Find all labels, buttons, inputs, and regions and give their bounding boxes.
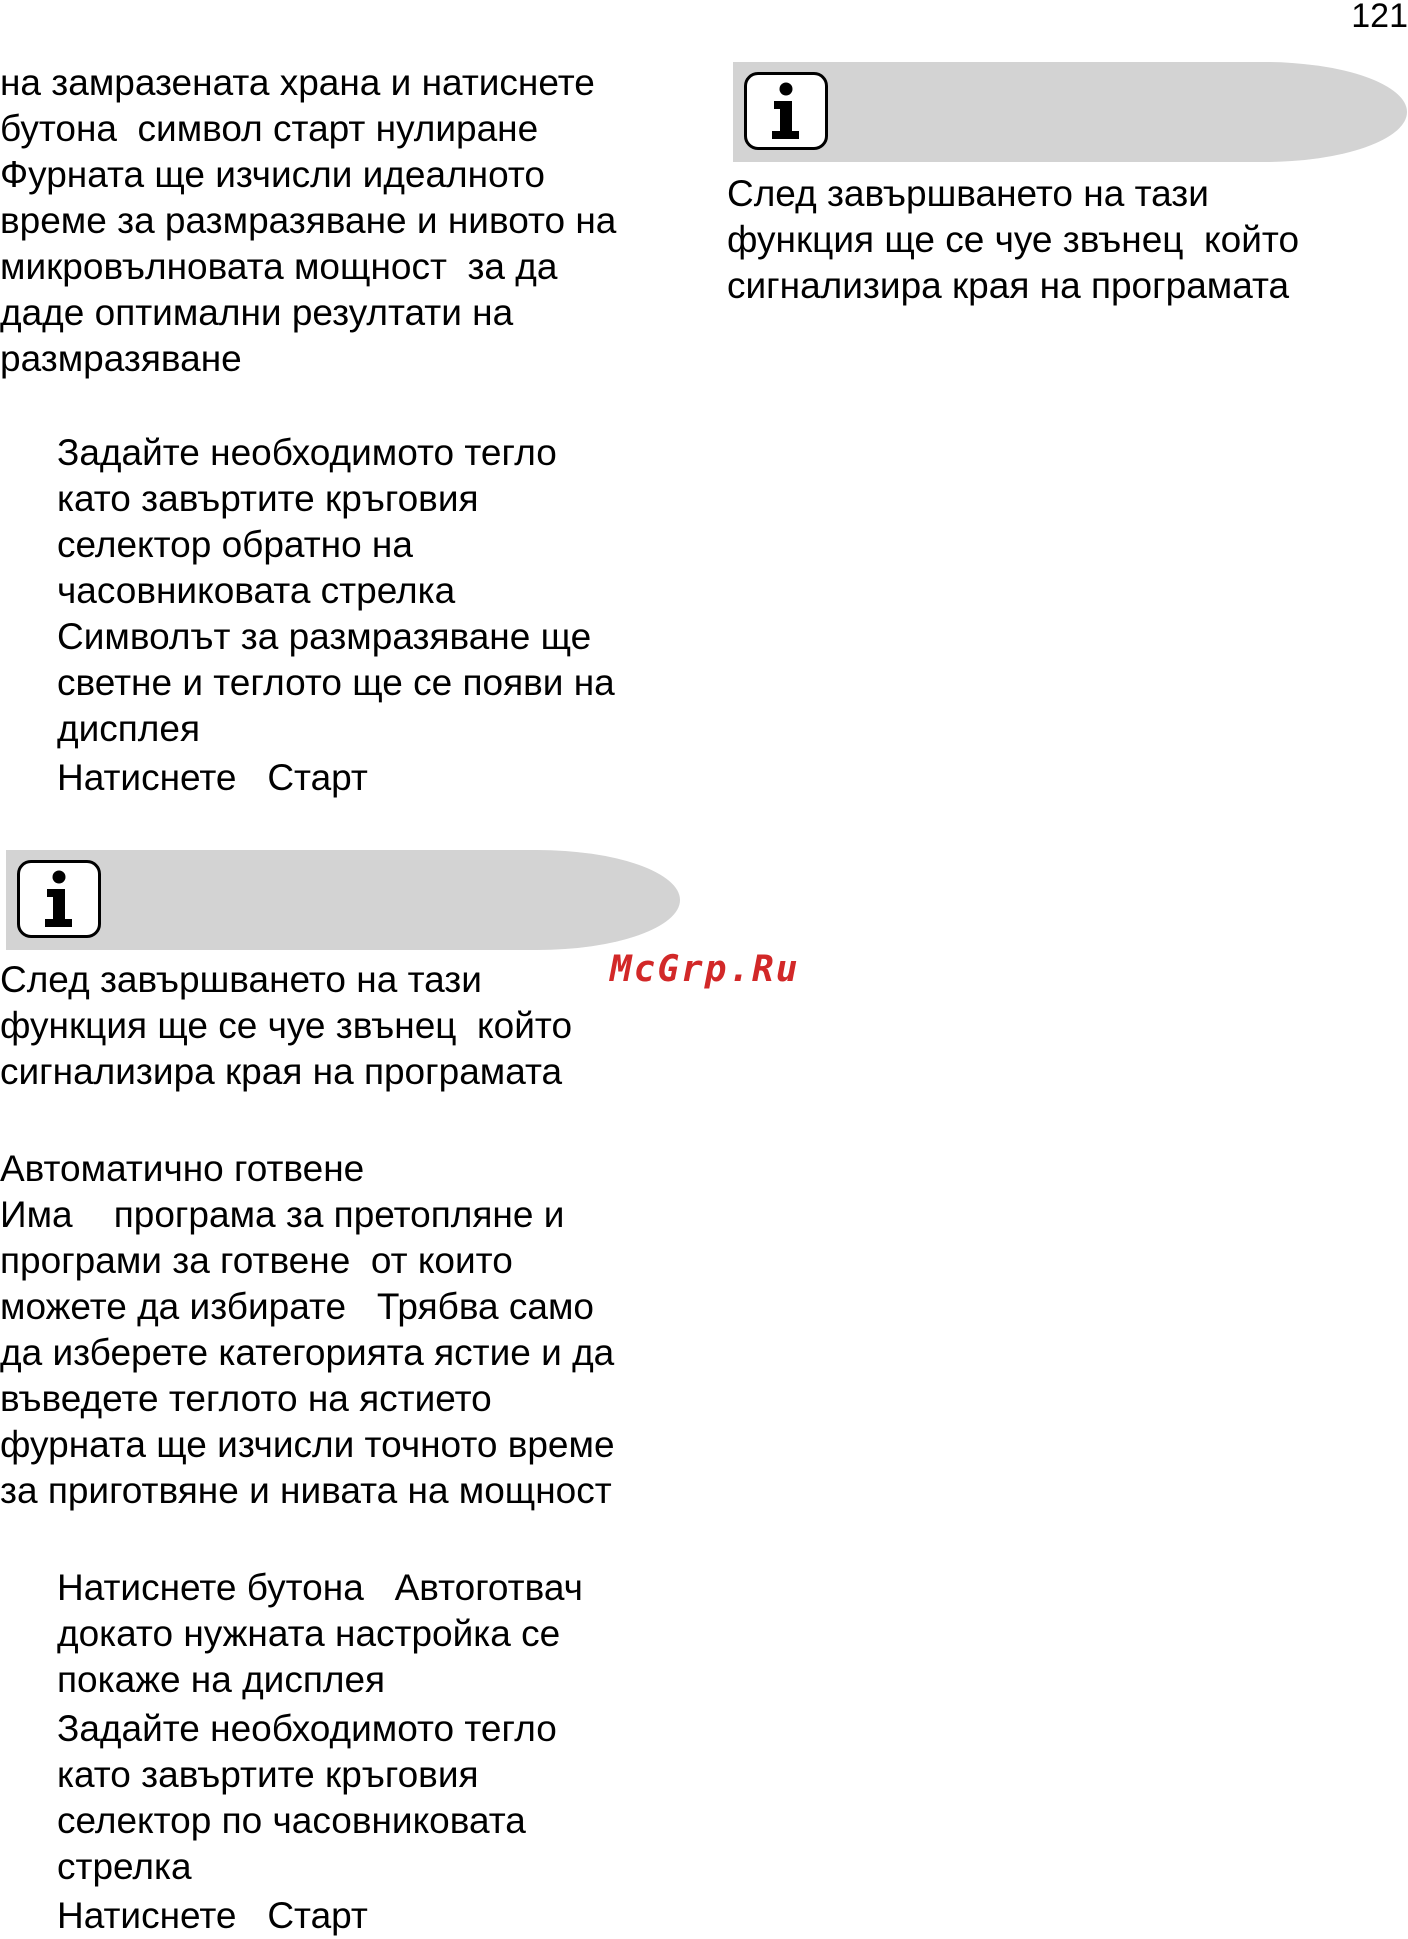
note-banner-right <box>733 62 1407 162</box>
note-text-right <box>727 171 1299 309</box>
step-line: като завъртите кръговия <box>57 1754 479 1795</box>
step-line: Символът за размразяване ще <box>57 616 592 657</box>
intro-line: на замразената храна и натиснете <box>0 62 595 103</box>
auto-cooking-line: въведете теглото на ястието <box>0 1378 492 1419</box>
page-number: 121 <box>1351 0 1408 35</box>
info-icon <box>744 72 828 150</box>
intro-line: Фурната ще изчисли идеалното <box>0 154 545 195</box>
auto-cooking-line: можете да избирате Трябва само <box>0 1286 595 1327</box>
step-line: Натиснете Старт <box>57 757 368 798</box>
note-line: След завършването на тази <box>727 173 1209 214</box>
auto-cooking-line: фурната ще изчисли точното време <box>0 1424 615 1465</box>
auto-cooking-line: Има програма за претопляне и <box>0 1194 565 1235</box>
step-line: дисплея <box>57 708 200 749</box>
auto-cook-steps <box>57 1565 583 1939</box>
intro-paragraph <box>0 60 616 382</box>
auto-cooking-line: програми за готвене от които <box>0 1240 513 1281</box>
intro-line: даде оптимални резултати на <box>0 292 514 333</box>
note-line: сигнализира края на програмата <box>0 1051 563 1092</box>
note-line: сигнализира края на програмата <box>727 265 1290 306</box>
note-banner-left <box>6 850 680 950</box>
note-line: След завършването на тази <box>0 959 482 1000</box>
step-line: покаже на дисплея <box>57 1659 386 1700</box>
note-text-left <box>0 957 572 1095</box>
step-line: като завъртите кръговия <box>57 478 479 519</box>
section-heading: Автоматично готвене <box>0 1148 365 1189</box>
intro-line: размразяване <box>0 338 242 379</box>
step-line: Задайте необходимото тегло <box>57 432 557 473</box>
intro-line: бутона символ старт нулиране <box>0 108 539 149</box>
step-line: докато нужната настройка се <box>57 1613 561 1654</box>
step-line: селектор обратно на <box>57 524 413 565</box>
note-line: функция ще се чуе звънец който <box>0 1005 573 1046</box>
step-line: светне и теглото ще се появи на <box>57 662 615 703</box>
step-line: Натиснете Старт <box>57 1895 368 1936</box>
watermark: McGrp.Ru <box>610 949 800 990</box>
step-line: селектор по часовниковата <box>57 1800 526 1841</box>
info-icon-glyph <box>39 870 79 928</box>
auto-cooking-section <box>0 1146 615 1514</box>
info-icon-glyph <box>766 82 806 140</box>
intro-line: микровълновата мощност за да <box>0 246 558 287</box>
info-icon <box>17 860 101 938</box>
auto-cooking-line: за приготвяне и нивата на мощност <box>0 1470 612 1511</box>
note-line: функция ще се чуе звънец който <box>727 219 1300 260</box>
defrost-steps <box>57 430 615 801</box>
step-line: часовниковата стрелка <box>57 570 456 611</box>
step-line: Натиснете бутона Автоготвач <box>57 1567 583 1608</box>
step-line: Задайте необходимото тегло <box>57 1708 557 1749</box>
intro-line: време за размразяване и нивото на <box>0 200 617 241</box>
step-line: стрелка <box>57 1846 192 1887</box>
auto-cooking-line: да изберете категорията ястие и да <box>0 1332 615 1373</box>
